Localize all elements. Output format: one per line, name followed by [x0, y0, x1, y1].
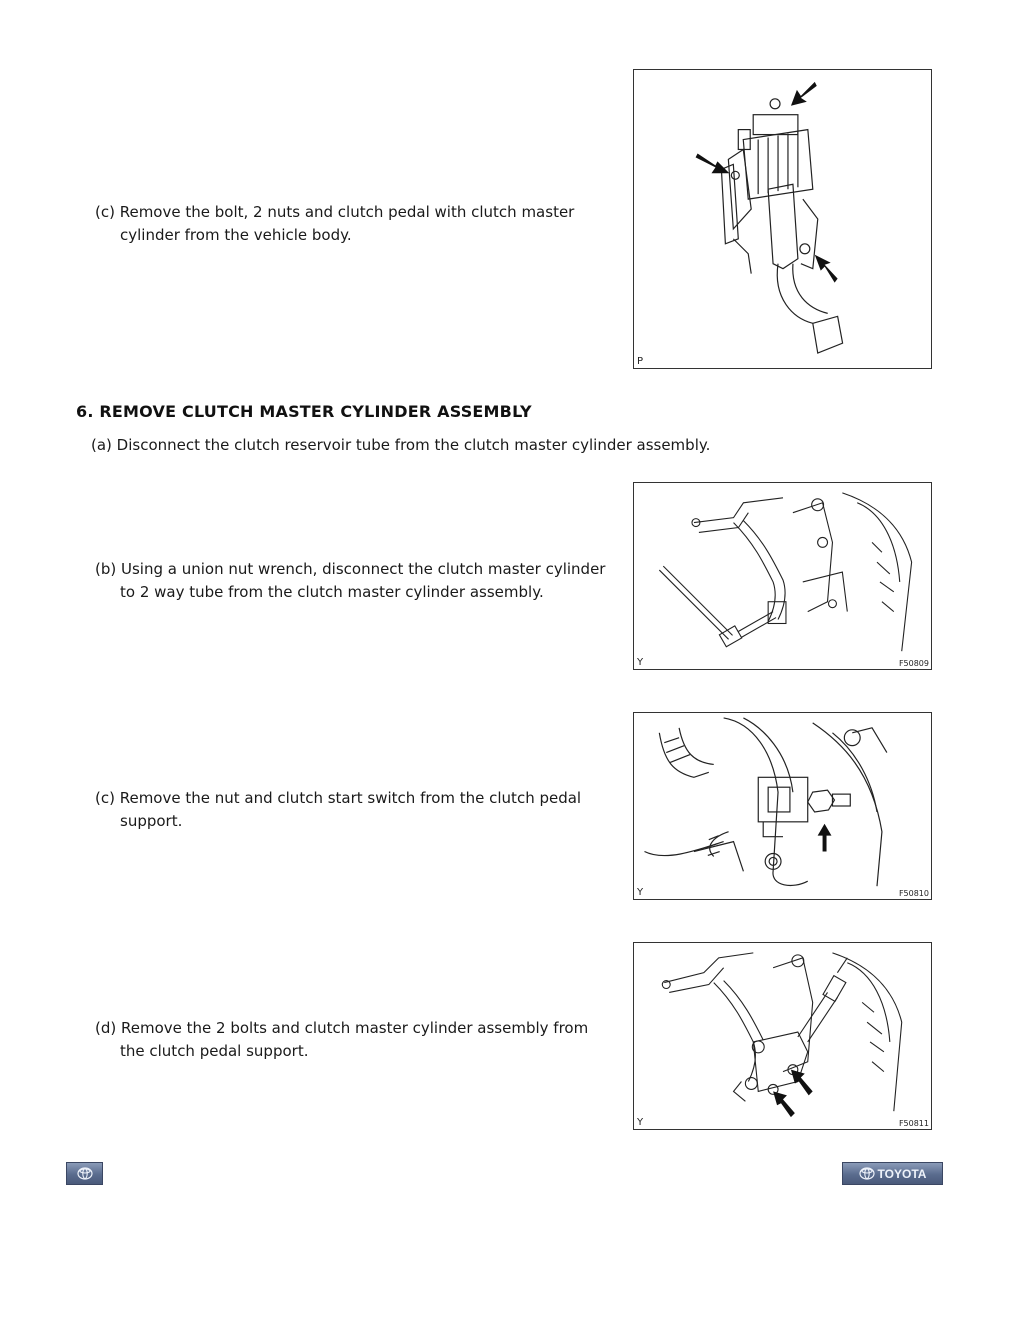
- figure-clutch-pedal-assembly: [633, 69, 932, 369]
- figure-letter: Y: [637, 1117, 644, 1128]
- step-text-line2: the clutch pedal support.: [120, 1042, 309, 1060]
- step-text-line1: (b) Using a union nut wrench, disconnect the clutch master cylinder: [95, 560, 606, 578]
- figure-code: F50810: [898, 889, 929, 898]
- step-text-line2: to 2 way tube from the clutch master cylinder assembly.: [120, 583, 544, 601]
- step-text-line1: (c) Remove the nut and clutch start switch from the clutch pedal: [95, 789, 582, 807]
- figure-letter: Y: [637, 657, 644, 668]
- toyota-logo-left[interactable]: [66, 1162, 103, 1185]
- step-text-line1: (d) Remove the 2 bolts and clutch master cylinder assembly from: [95, 1019, 589, 1037]
- figure-union-nut-wrench: [633, 482, 932, 670]
- section-heading: 6. REMOVE CLUTCH MASTER CYLINDER ASSEMBLY: [76, 402, 532, 421]
- step-remove-clutch-pedal: [95, 201, 625, 247]
- toyota-emblem-icon: [77, 1167, 93, 1180]
- step-disconnect-2-way-tube: [95, 558, 625, 604]
- toyota-emblem-icon: [859, 1167, 875, 1180]
- toyota-logo-right[interactable]: [842, 1162, 943, 1185]
- toyota-brand-label: TOYOTA: [877, 1166, 927, 1181]
- figure-letter: P: [637, 356, 644, 367]
- step-disconnect-reservoir-tube: (a) Disconnect the clutch reservoir tube from the clutch master cylinder assembly.: [91, 436, 711, 454]
- step-remove-start-switch: [95, 787, 625, 833]
- step-text-line2: support.: [120, 812, 183, 830]
- step-remove-master-cylinder: [95, 1017, 625, 1063]
- step-text-line1: (c) Remove the bolt, 2 nuts and clutch pedal with clutch master: [95, 203, 575, 221]
- figure-code: F50811: [898, 1119, 929, 1128]
- figure-letter: Y: [637, 887, 644, 898]
- step-text-line2: cylinder from the vehicle body.: [120, 226, 352, 244]
- figure-clutch-start-switch: [633, 712, 932, 900]
- clutch-start-switch-illustration: [634, 713, 931, 899]
- figure-code: F50809: [898, 659, 929, 668]
- clutch-pedal-illustration: [634, 70, 931, 368]
- figure-clutch-master-cylinder: [633, 942, 932, 1130]
- clutch-master-cylinder-illustration: [634, 943, 931, 1129]
- union-nut-wrench-illustration: [634, 483, 931, 669]
